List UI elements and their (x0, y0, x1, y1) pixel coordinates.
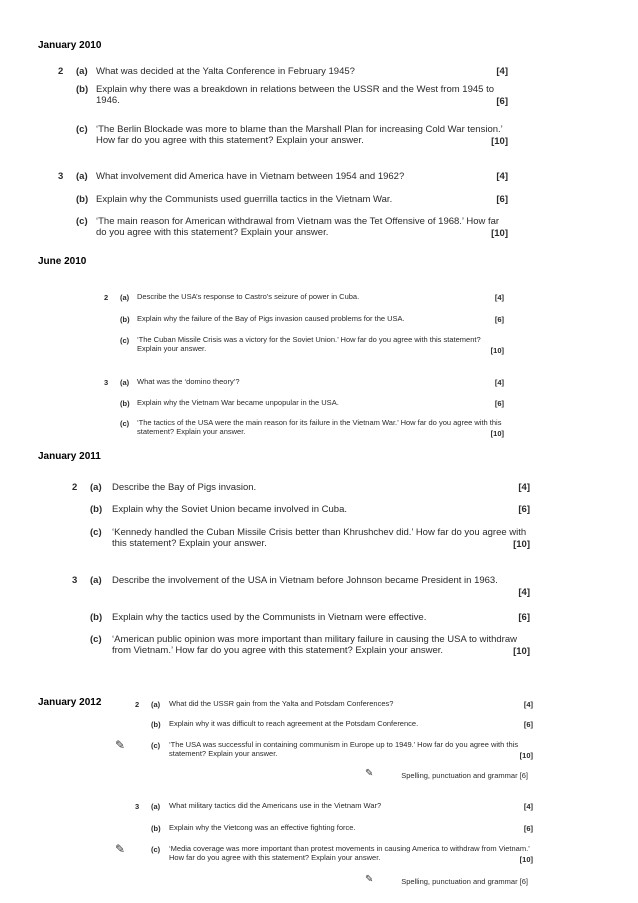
question-part: (c) (90, 527, 102, 538)
marks: [6] (523, 824, 533, 833)
question-part: (c) (120, 336, 130, 345)
question-part: (c) (151, 741, 161, 750)
question-part: (b) (90, 612, 103, 623)
marks: [4] (496, 171, 508, 182)
question-part: (b) (90, 504, 103, 515)
question-text: ‘American public opinion was more important than military failure in causing the USA to withdraw from Vietnam.’ How far do you agree with this statement? Explain your answer. (112, 634, 517, 657)
question-text: ‘The Berlin Blockade was more to blame than the Marshall Plan for increasing Cold War tension.’ How far do you agree with this statement? Explain your answer. (96, 124, 503, 147)
question-number: 2 (135, 700, 140, 709)
spag-note: Spelling, punctuation and grammar [6] (401, 877, 528, 886)
marks: [6] (494, 315, 504, 324)
question-block (104, 293, 504, 373)
marks: [10] (519, 751, 533, 760)
question-text: What military tactics did the Americans use in the Vietnam War? (169, 801, 382, 810)
question-part: (c) (90, 634, 102, 645)
marks: [10] (513, 539, 530, 550)
question-part: (c) (151, 845, 161, 854)
marks: [6] (494, 399, 504, 408)
question-part: (b) (120, 315, 130, 324)
question-text: What was the ‘domino theory’? (137, 377, 240, 386)
question-part: (b) (120, 399, 130, 408)
marks: [10] (491, 136, 508, 147)
question-part: (b) (76, 194, 89, 205)
marks: [10] (513, 646, 530, 657)
session-label: January 2010 (38, 40, 102, 51)
question-text: Describe the USA’s response to Castro’s seizure of power in Cuba. (137, 292, 360, 301)
question-number: 2 (104, 293, 109, 302)
question-block (58, 66, 508, 186)
question-part: (b) (76, 84, 89, 95)
question-block (104, 378, 504, 448)
question-part: (b) (151, 720, 161, 729)
question-text: Describe the involvement of the USA in Vietnam before Johnson became President in 1963. (112, 575, 498, 586)
question-text: ‘The USA was successful in containing communism in Europe up to 1949.’ How far do you agree with this statement? Explain your answer. (169, 740, 519, 758)
marks: [4] (494, 293, 504, 302)
question-text: Explain why the tactics used by the Communists in Vietnam were effective. (112, 612, 427, 623)
marks: [4] (496, 66, 508, 77)
question-part: (a) (151, 700, 161, 709)
question-text: ‘Media coverage was more important than protest movements in causing America to withdraw from Vietnam.’ How far do you agree with this statement? Explain your answer. (169, 844, 530, 862)
question-part: (a) (120, 293, 130, 302)
question-text: Describe the Bay of Pigs invasion. (112, 482, 257, 493)
question-text: ‘The main reason for American withdrawal from Vietnam was the Tet Offensive of 1968.’ How far do you agree with this statement? Explain your answer. (96, 216, 500, 239)
spag-note: Spelling, punctuation and grammar [6] (401, 771, 528, 780)
question-block (58, 171, 508, 251)
question-text: Explain why the Vietcong was an effective fighting force. (169, 823, 356, 832)
question-number: 3 (58, 171, 64, 182)
question-part: (a) (90, 575, 102, 586)
question-text: What was decided at the Yalta Conference in February 1945? (96, 66, 355, 77)
question-text: ‘The Cuban Missile Crisis was a victory for the Soviet Union.’ How far do you agree with this statement? Explain your answer. (137, 335, 481, 353)
marks: [10] (490, 429, 504, 438)
question-part: (a) (90, 482, 102, 493)
question-part: (c) (76, 124, 88, 135)
pencil-icon: ✎ (115, 842, 126, 856)
question-text: Explain why the Soviet Union became involved in Cuba. (112, 504, 347, 515)
marks: [6] (496, 194, 508, 205)
question-number: 2 (72, 482, 78, 493)
marks: [10] (491, 228, 508, 239)
marks: [6] (496, 96, 508, 107)
session-label: January 2012 (38, 697, 102, 708)
question-block (72, 482, 532, 562)
question-number: 3 (135, 802, 140, 811)
marks: [6] (518, 612, 530, 623)
question-part: (a) (120, 378, 130, 387)
question-part: (c) (76, 216, 88, 227)
question-number: 2 (58, 66, 64, 77)
question-text: What involvement did America have in Vietnam between 1954 and 1962? (96, 171, 405, 182)
session-label: June 2010 (38, 256, 87, 267)
question-part: (b) (151, 824, 161, 833)
marks: [6] (523, 720, 533, 729)
question-text: Explain why the Communists used guerrilla tactics in the Vietnam War. (96, 194, 393, 205)
question-block (72, 575, 532, 665)
question-part: (a) (76, 171, 88, 182)
marks: [4] (523, 802, 533, 811)
session-label: January 2011 (38, 451, 101, 462)
question-text: Explain why it was difficult to reach agreement at the Potsdam Conference. (169, 719, 419, 728)
pencil-icon: ✎ (115, 738, 126, 752)
pencil-icon: ✎ (365, 768, 374, 779)
marks: [4] (494, 378, 504, 387)
question-part: (a) (151, 802, 161, 811)
marks: [6] (518, 504, 530, 515)
question-text: What did the USSR gain from the Yalta and Potsdam Conferences? (169, 699, 394, 708)
question-text: ‘Kennedy handled the Cuban Missile Crisis better than Khrushchev did.’ How far do you agree with this statement? Explain your answer. (112, 527, 527, 550)
question-number: 3 (72, 575, 78, 586)
question-number: 3 (104, 378, 109, 387)
marks: [4] (518, 587, 530, 598)
marks: [4] (518, 482, 530, 493)
question-part: (a) (76, 66, 88, 77)
question-text: ‘The tactics of the USA were the main reason for its failure in the Vietnam War.’ How far do you agree with this statement? Explain your answer. (137, 418, 502, 436)
marks: [10] (490, 346, 504, 355)
marks: [4] (523, 700, 533, 709)
question-text: Explain why the Vietnam War became unpopular in the USA. (137, 398, 339, 407)
pencil-icon: ✎ (365, 874, 374, 885)
question-text: Explain why the failure of the Bay of Pigs invasion caused problems for the USA. (137, 314, 405, 323)
question-part: (c) (120, 419, 130, 428)
question-text: Explain why there was a breakdown in relations between the USSR and the West from 1945 to 1946. (96, 84, 494, 107)
marks: [10] (519, 855, 533, 864)
question-block (135, 802, 535, 872)
